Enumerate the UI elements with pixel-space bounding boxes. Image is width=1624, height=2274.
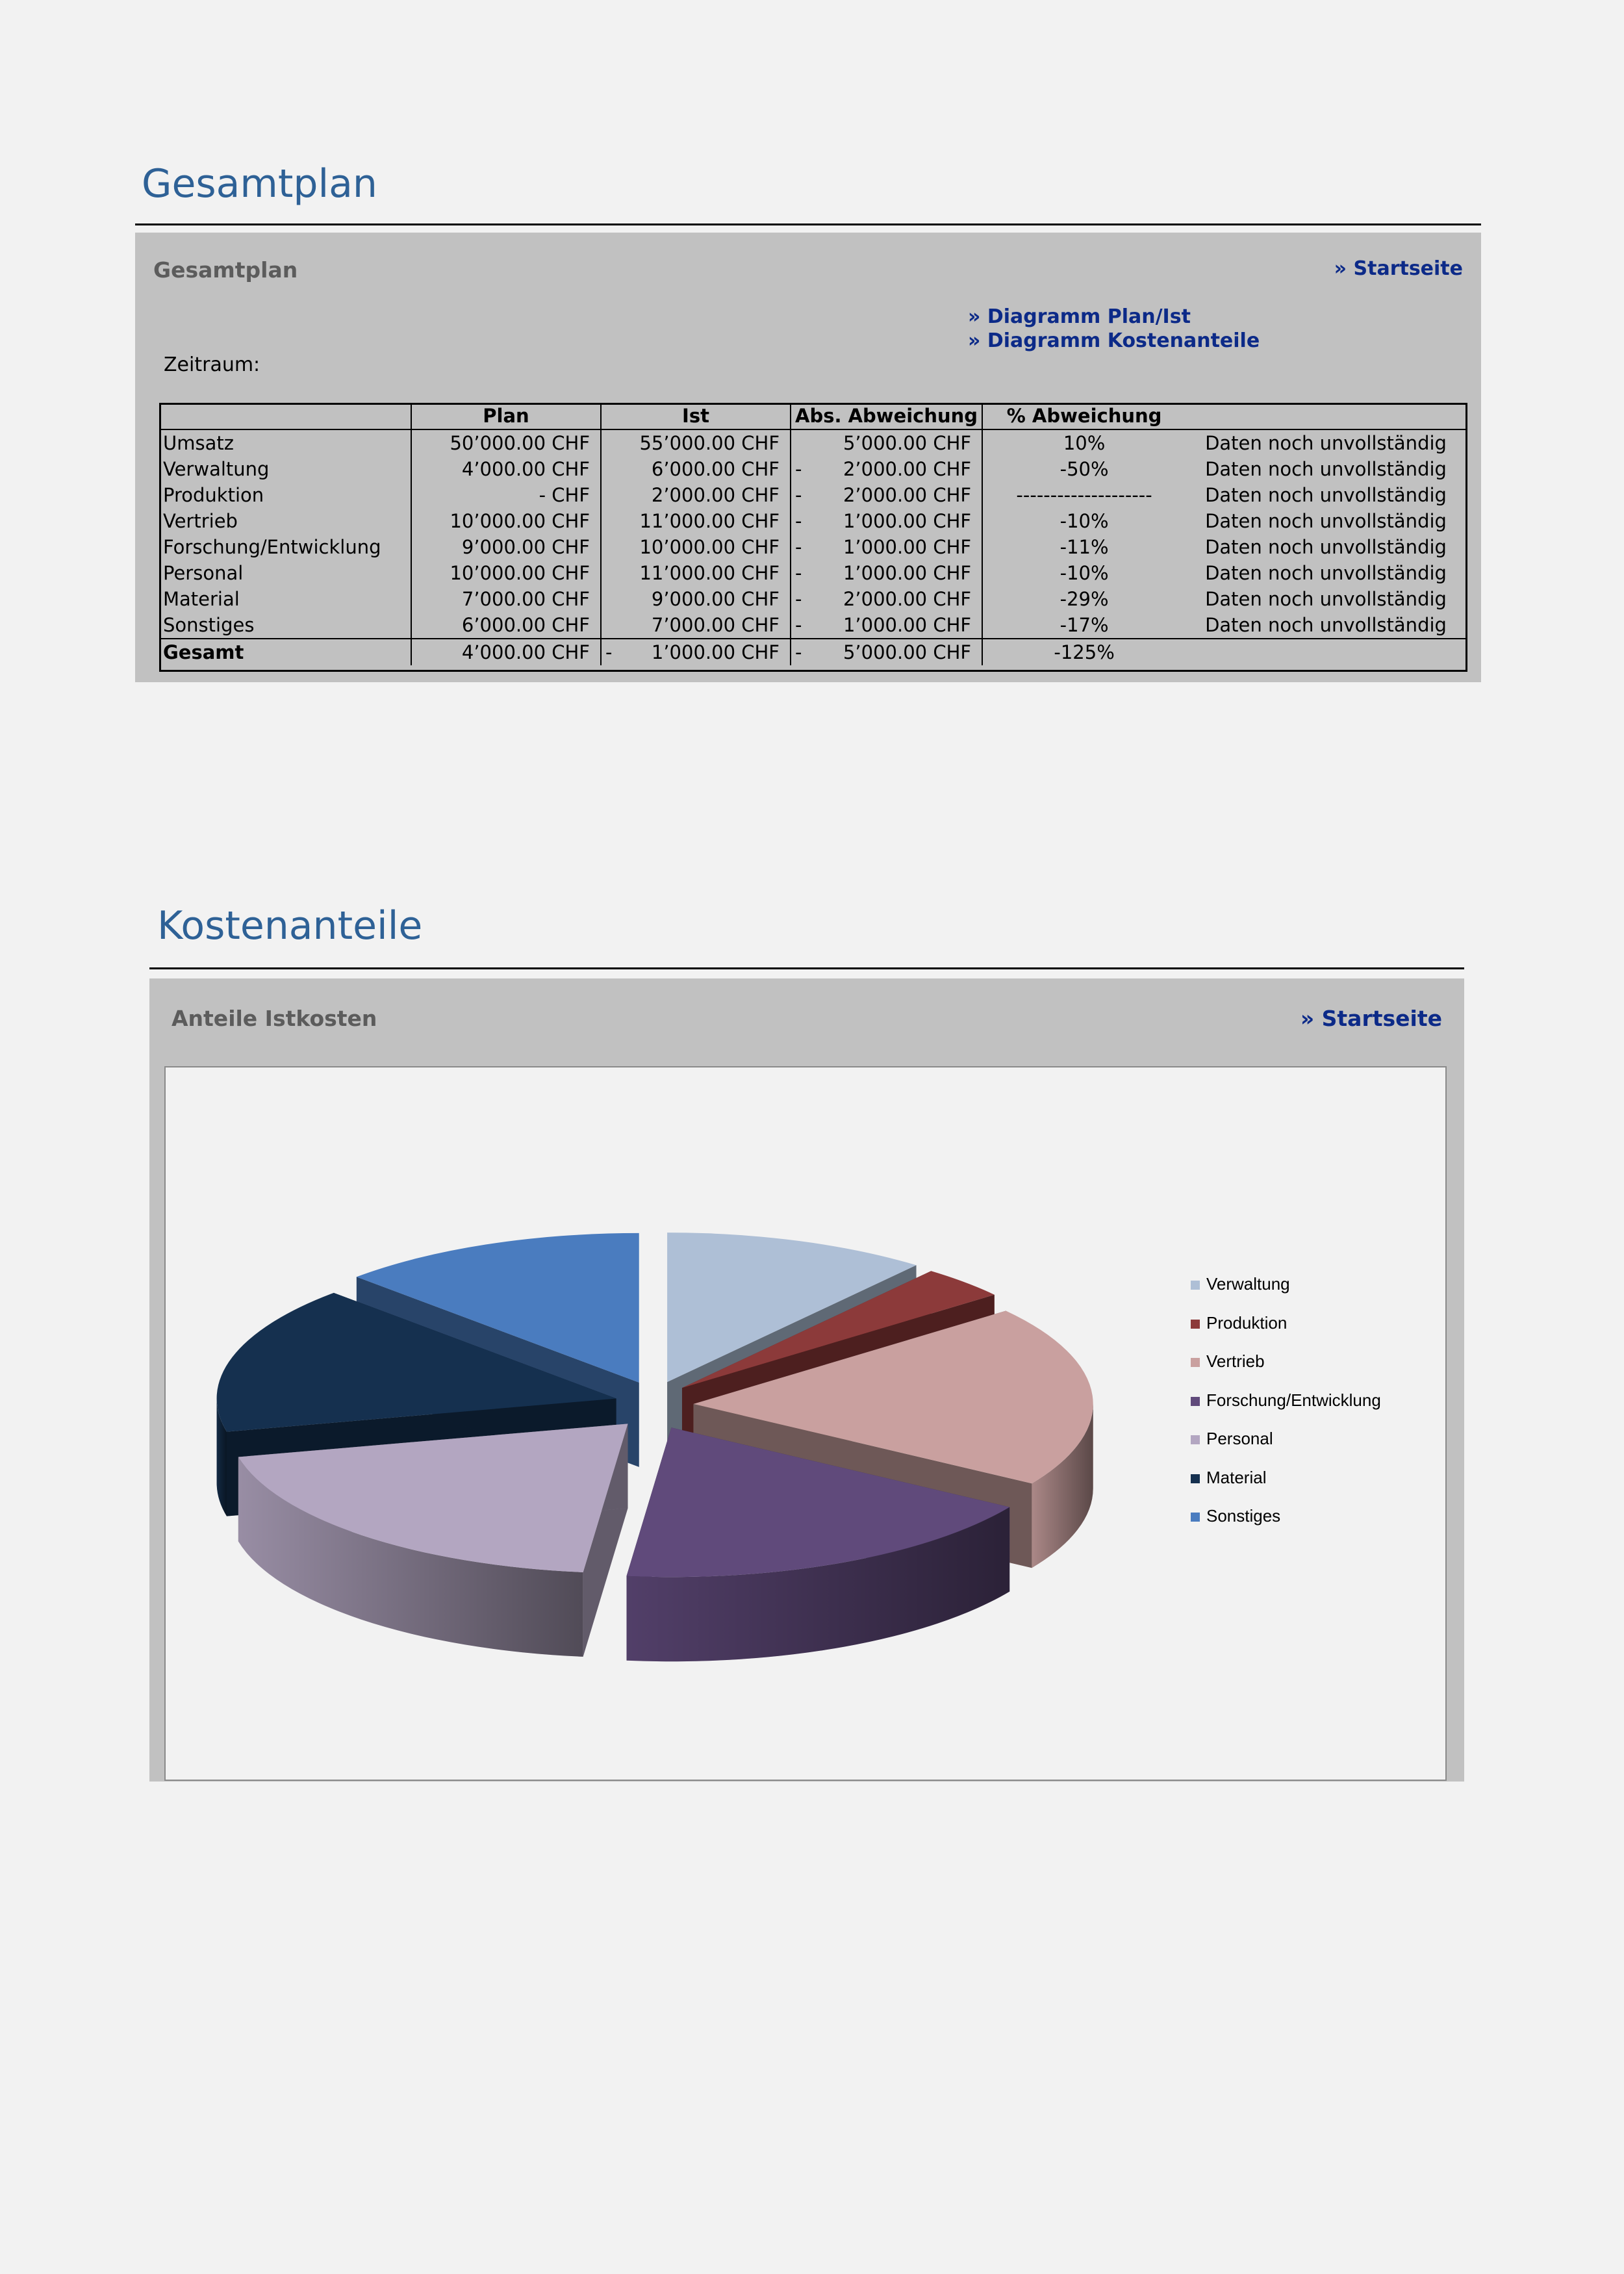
- ist-cell-value: 2’000.00 CHF: [651, 484, 780, 506]
- row-name: [159, 612, 411, 639]
- ist-cell-value: 11’000.00 CHF: [639, 510, 780, 532]
- header-abs-abweichung: Abs. Abweichung: [791, 403, 982, 429]
- legend-swatch: [1191, 1474, 1200, 1483]
- negative-sign: -: [795, 510, 802, 532]
- legend-label: Produktion: [1206, 1312, 1288, 1333]
- note-cell-value: Daten noch unvollständig: [1205, 588, 1447, 610]
- row-name: [159, 508, 411, 534]
- abs-cell: [791, 456, 982, 482]
- plan-cell-value: 4’000.00 CHF: [461, 458, 590, 480]
- row-name-value: Umsatz: [163, 432, 234, 454]
- ist-cell: [601, 456, 791, 482]
- ist-cell-value: 55’000.00 CHF: [639, 432, 780, 454]
- legend-item: [1191, 1313, 1287, 1333]
- row-name-value: Personal: [163, 562, 244, 584]
- zeitraum-label: Zeitraum:: [164, 353, 260, 376]
- ist-cell-value: 6’000.00 CHF: [651, 458, 780, 480]
- abs-cell: [791, 508, 982, 534]
- pct-cell: [982, 534, 1186, 560]
- legend-label: Personal: [1206, 1429, 1273, 1448]
- negative-sign: -: [795, 641, 802, 663]
- ist-cell: [601, 429, 791, 456]
- legend-label: Material: [1206, 1467, 1267, 1487]
- abs-cell-value: 1’000.00 CHF: [843, 510, 972, 532]
- note-cell: [1186, 639, 1466, 665]
- pct-cell: [982, 429, 1186, 456]
- row-name: [159, 639, 411, 665]
- abs-cell-value: 1’000.00 CHF: [843, 562, 972, 584]
- diagramm-plan-ist-link[interactable]: » Diagramm Plan/Ist: [968, 305, 1191, 328]
- abs-cell-value: 1’000.00 CHF: [843, 614, 972, 636]
- header-cell: [159, 403, 411, 429]
- plan-cell: [411, 456, 601, 482]
- row-name: [159, 482, 411, 508]
- section-rule: [135, 224, 1481, 225]
- abs-cell-value: 2’000.00 CHF: [843, 588, 972, 610]
- legend-item: [1191, 1390, 1381, 1411]
- legend-label: Verwaltung: [1206, 1274, 1290, 1294]
- abs-cell-value: 1’000.00 CHF: [843, 536, 972, 558]
- plan-table: [159, 403, 1466, 665]
- pct-cell: [982, 586, 1186, 612]
- pct-cell: [982, 456, 1186, 482]
- abs-cell: [791, 612, 982, 639]
- plan-cell: [411, 639, 601, 665]
- plan-cell-value: 6’000.00 CHF: [461, 614, 590, 636]
- row-name-value: Gesamt: [163, 641, 244, 663]
- plan-cell-value: 9’000.00 CHF: [461, 536, 590, 558]
- plan-cell: [411, 508, 601, 534]
- ist-cell: [601, 639, 791, 665]
- negative-sign: -: [795, 562, 802, 584]
- note-cell: [1186, 482, 1466, 508]
- ist-cell: [601, 534, 791, 560]
- abs-cell: [791, 586, 982, 612]
- plan-cell: [411, 534, 601, 560]
- abs-cell: [791, 639, 982, 665]
- ist-cell-value: 1’000.00 CHF: [651, 641, 780, 663]
- note-cell-value: Daten noch unvollständig: [1205, 432, 1447, 454]
- row-name-value: Produktion: [163, 484, 264, 506]
- plan-cell-value: 50’000.00 CHF: [450, 432, 590, 454]
- negative-sign: -: [795, 614, 802, 636]
- table-row: [159, 508, 1466, 534]
- note-cell-value: Daten noch unvollständig: [1205, 536, 1447, 558]
- note-cell-value: Daten noch unvollständig: [1205, 484, 1447, 506]
- ist-cell: [601, 586, 791, 612]
- table-row: [159, 456, 1466, 482]
- abs-cell: [791, 429, 982, 456]
- plan-cell-value: 7’000.00 CHF: [461, 588, 590, 610]
- ist-cell-value: 11’000.00 CHF: [639, 562, 780, 584]
- table-total-row: [159, 639, 1466, 665]
- plan-cell-value: 10’000.00 CHF: [450, 510, 590, 532]
- legend-swatch: [1191, 1358, 1200, 1367]
- plan-cell: [411, 586, 601, 612]
- negative-sign: -: [605, 641, 613, 663]
- abs-cell-value: 5’000.00 CHF: [843, 641, 972, 663]
- row-name-value: Verwaltung: [163, 458, 270, 480]
- header-ist: Ist: [601, 403, 791, 429]
- legend-item: [1191, 1468, 1266, 1488]
- row-name-value: Material: [163, 588, 240, 610]
- pct-cell-value: -29%: [1059, 588, 1109, 610]
- pct-cell-value: -50%: [1059, 458, 1109, 480]
- pct-cell: [982, 612, 1186, 639]
- abs-cell-value: 2’000.00 CHF: [843, 484, 972, 506]
- abs-cell: [791, 534, 982, 560]
- pct-cell-value: -125%: [1054, 641, 1115, 663]
- legend-item: [1191, 1429, 1273, 1449]
- ist-cell-value: 10’000.00 CHF: [639, 536, 780, 558]
- note-cell-value: Daten noch unvollständig: [1205, 510, 1447, 532]
- legend-swatch: [1191, 1281, 1200, 1290]
- pct-cell: [982, 482, 1186, 508]
- legend-label: Vertrieb: [1206, 1351, 1265, 1371]
- abs-cell-value: 5’000.00 CHF: [843, 432, 972, 454]
- row-name: [159, 429, 411, 456]
- negative-sign: -: [795, 484, 802, 506]
- abs-cell-value: 2’000.00 CHF: [843, 458, 972, 480]
- section-rule: [149, 967, 1464, 969]
- header-plan: Plan: [411, 403, 601, 429]
- pct-cell-value: -11%: [1059, 536, 1109, 558]
- abs-cell: [791, 482, 982, 508]
- note-cell: [1186, 508, 1466, 534]
- header-pct-abweichung: % Abweichung: [982, 403, 1186, 429]
- negative-sign: -: [795, 536, 802, 558]
- table-header-row: [159, 403, 1466, 429]
- row-name: [159, 560, 411, 586]
- table-row: [159, 586, 1466, 612]
- ist-cell: [601, 482, 791, 508]
- abs-cell: [791, 560, 982, 586]
- negative-sign: -: [795, 458, 802, 480]
- table-row: [159, 429, 1466, 456]
- row-name: [159, 586, 411, 612]
- legend-label: Forschung/Entwicklung: [1206, 1390, 1381, 1410]
- diagramm-kostenanteile-link[interactable]: » Diagramm Kostenanteile: [968, 329, 1260, 352]
- legend-item: [1191, 1351, 1265, 1372]
- section-title-gesamtplan: Gesamtplan: [142, 161, 377, 207]
- section-title-kostenanteile: Kostenanteile: [157, 903, 423, 949]
- legend-label: Sonstiges: [1206, 1506, 1281, 1526]
- legend-item: [1191, 1506, 1280, 1526]
- plan-cell-value: - CHF: [539, 484, 590, 506]
- row-name-value: Sonstiges: [163, 614, 255, 636]
- note-cell: [1186, 429, 1466, 456]
- table-row: [159, 482, 1466, 508]
- pct-cell-value: -10%: [1059, 562, 1109, 584]
- row-name-value: Forschung/Entwicklung: [163, 536, 381, 558]
- legend-swatch: [1191, 1513, 1200, 1522]
- table-row: [159, 560, 1466, 586]
- table-row: [159, 612, 1466, 639]
- plan-cell: [411, 612, 601, 639]
- ist-cell: [601, 560, 791, 586]
- row-name: [159, 456, 411, 482]
- header-cell: [1186, 403, 1466, 429]
- legend-swatch: [1191, 1435, 1200, 1444]
- ist-cell-value: 7’000.00 CHF: [651, 614, 780, 636]
- pct-cell-value: --------------------: [1016, 484, 1152, 506]
- note-cell: [1186, 612, 1466, 639]
- plan-cell-value: 10’000.00 CHF: [450, 562, 590, 584]
- legend-swatch: [1191, 1320, 1200, 1329]
- note-cell-value: Daten noch unvollständig: [1205, 614, 1447, 636]
- pct-cell: [982, 508, 1186, 534]
- pct-cell: [982, 560, 1186, 586]
- row-name: [159, 534, 411, 560]
- note-cell-value: Daten noch unvollständig: [1205, 458, 1447, 480]
- pct-cell-value: -17%: [1059, 614, 1109, 636]
- note-cell: [1186, 534, 1466, 560]
- note-cell-value: Daten noch unvollständig: [1205, 562, 1447, 584]
- startseite-link[interactable]: » Startseite: [1334, 257, 1463, 280]
- legend-swatch: [1191, 1397, 1200, 1406]
- plan-cell-value: 4’000.00 CHF: [461, 641, 590, 663]
- negative-sign: -: [795, 588, 802, 610]
- ist-cell: [601, 508, 791, 534]
- pct-cell-value: -10%: [1059, 510, 1109, 532]
- panel-title: Anteile Istkosten: [171, 1006, 377, 1031]
- pie-chart-area: [164, 1066, 1447, 1781]
- startseite-link[interactable]: » Startseite: [1300, 1006, 1442, 1031]
- note-cell: [1186, 456, 1466, 482]
- ist-cell-value: 9’000.00 CHF: [651, 588, 780, 610]
- plan-cell: [411, 482, 601, 508]
- ist-cell: [601, 612, 791, 639]
- pct-cell: [982, 639, 1186, 665]
- pie-chart: [166, 1067, 1445, 1780]
- legend-item: [1191, 1274, 1290, 1294]
- note-cell: [1186, 560, 1466, 586]
- plan-cell: [411, 429, 601, 456]
- table-row: [159, 534, 1466, 560]
- plan-cell: [411, 560, 601, 586]
- row-name-value: Vertrieb: [163, 510, 238, 532]
- panel-title: Gesamtplan: [153, 257, 298, 283]
- pct-cell-value: 10%: [1063, 432, 1106, 454]
- note-cell: [1186, 586, 1466, 612]
